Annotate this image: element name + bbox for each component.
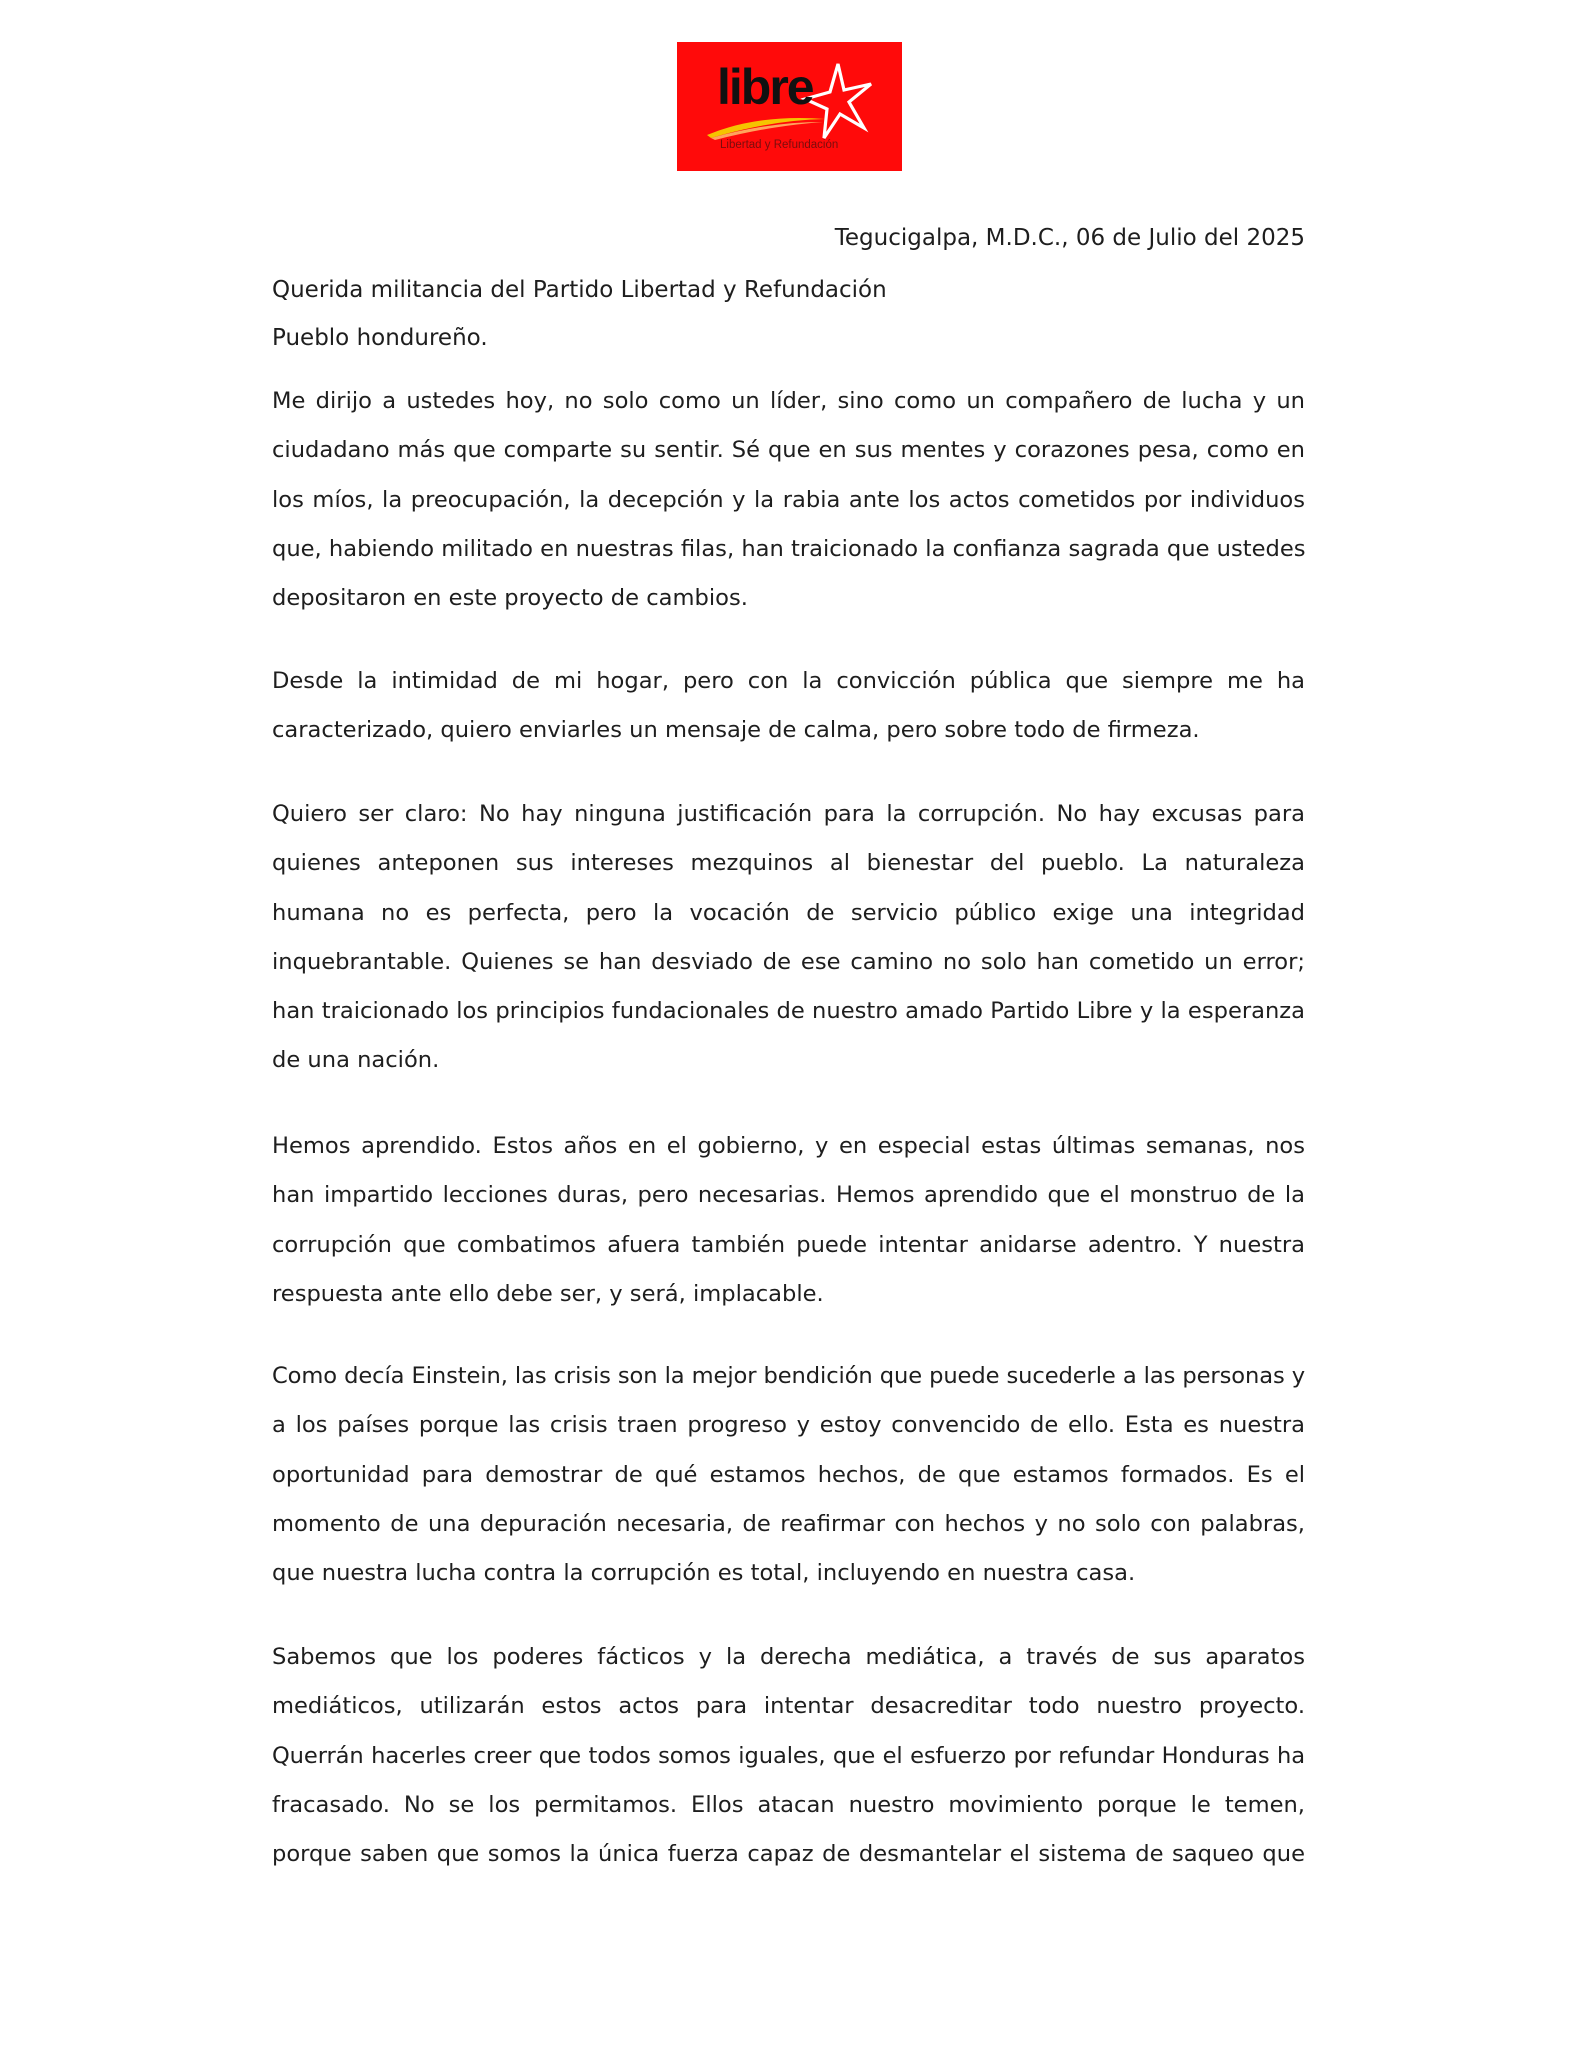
logo-tagline: Libertad y Refundación [720,139,839,151]
salutation-line: Pueblo hondureño. [272,325,488,351]
paragraph-line: Como decía Einstein, las crisis son la mejor bendición que puede sucederle a las personas y [272,1363,1305,1389]
paragraph-line: mediáticos, utilizarán estos actos para intentar desacreditar todo nuestro proyecto. [272,1693,1305,1720]
salutation-line: Querida militancia del Partido Libertad y Refundación [272,277,887,303]
paragraph-line: depositaron en este proyecto de cambios. [272,585,748,612]
paragraph-line: han traicionado los principios fundacionales de nuestro amado Partido Libre y la esperanza [272,998,1305,1025]
paragraph-line: Desde la intimidad de mi hogar, pero con la convicción pública que siempre me ha [272,668,1305,694]
body-paragraph [272,657,1305,756]
paragraph-line: que, habiendo militado en nuestras filas, han traicionado la confianza sagrada que ustedes [272,535,1306,562]
body-paragraph [272,1633,1305,1879]
paragraph-line: humana no es perfecta, pero la vocación de servicio público exige una integridad [272,899,1305,926]
paragraph-line: oportunidad para demostrar de qué estamos hechos, de que estamos formados. Es el [272,1461,1305,1488]
paragraph-line: Quiero ser claro: No hay ninguna justificación para la corrupción. No hay excusas para [272,801,1305,827]
paragraph-line: Hemos aprendido. Estos años en el gobierno, y en especial estas últimas semanas, nos [272,1133,1305,1159]
body-paragraph [272,790,1305,1086]
paragraph-line: momento de una depuración necesaria, de reafirmar con hechos y no solo con palabras, [272,1510,1305,1537]
body-paragraph [272,1352,1305,1598]
logo-wordmark: libre [717,59,813,115]
paragraph-line: fracasado. No se los permitamos. Ellos atacan nuestro movimiento porque le temen, [272,1791,1305,1818]
paragraph-line: Sabemos que los poderes fácticos y la derecha mediática, a través de sus aparatos [272,1644,1305,1670]
body-paragraph [272,377,1305,623]
paragraph-line: respuesta ante ello debe ser, y será, implacable. [272,1280,824,1307]
party-logo [677,42,902,171]
paragraph-line: corrupción que combatimos afuera también puede intentar anidarse adentro. Y nuestra [272,1231,1305,1258]
paragraph-line: caracterizado, quiero enviarles un mensaje de calma, pero sobre todo de firmeza. [272,717,1200,744]
paragraph-line: de una nación. [272,1047,440,1074]
paragraph-line: Querrán hacerles creer que todos somos iguales, que el esfuerzo por refundar Honduras ha [272,1742,1305,1769]
letter-date: Tegucigalpa, M.D.C., 06 de Julio del 2025 [834,225,1305,251]
body-paragraph [272,1122,1305,1319]
paragraph-line: que nuestra lucha contra la corrupción es total, incluyendo en nuestra casa. [272,1560,1136,1587]
paragraph-line: ciudadano más que comparte su sentir. Sé que en sus mentes y corazones pesa, como en [272,437,1305,464]
paragraph-line: los míos, la preocupación, la decepción y la rabia ante los actos cometidos por individuos [272,486,1305,513]
paragraph-line: porque saben que somos la única fuerza capaz de desmantelar el sistema de saqueo que [272,1841,1305,1868]
star-icon [805,64,871,138]
paragraph-line: inquebrantable. Quienes se han desviado de ese camino no solo han cometido un error; [272,948,1305,975]
paragraph-line: han impartido lecciones duras, pero necesarias. Hemos aprendido que el monstruo de la [272,1182,1305,1209]
paragraph-line: a los países porque las crisis traen progreso y estoy convencido de ello. Esta es nuestra [272,1412,1305,1439]
paragraph-line: Me dirijo a ustedes hoy, no solo como un líder, sino como un compañero de lucha y un [272,388,1305,414]
paragraph-line: quienes anteponen sus intereses mezquinos al bienestar del pueblo. La naturaleza [272,850,1305,877]
